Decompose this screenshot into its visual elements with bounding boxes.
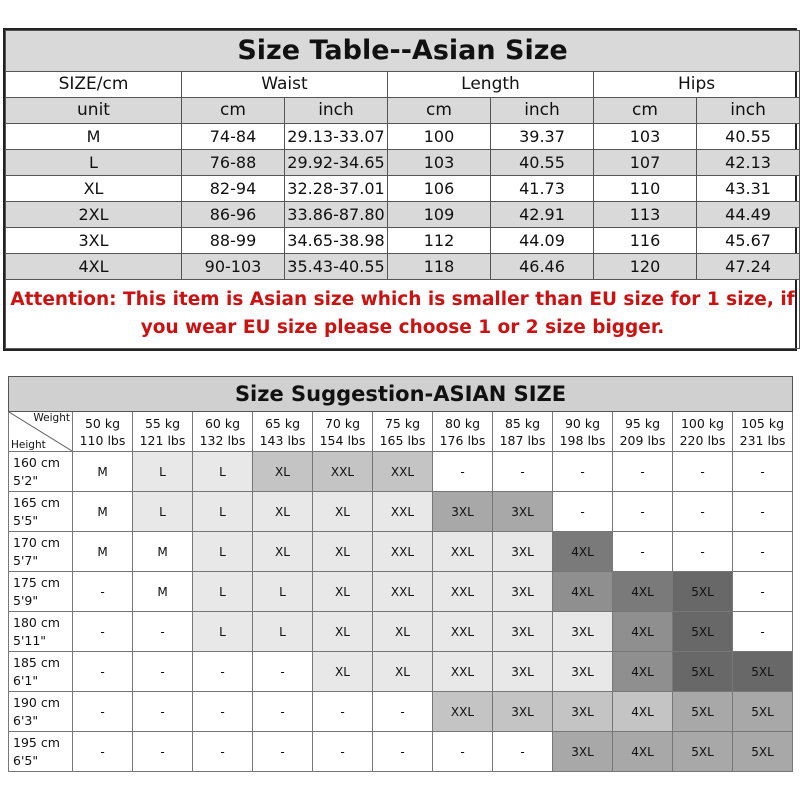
weight-kg: 100 kg [680,415,724,431]
size-table-grid [5,30,800,349]
weight-header [73,412,133,452]
table-row [6,202,800,228]
height-ft: 5'7" [13,552,39,568]
table-cell: 3XL [6,228,182,254]
unit-cell: cm [182,98,285,124]
table-cell: 82-94 [182,176,285,202]
suggestion-title-row [9,377,793,412]
unit-cell: inch [491,98,594,124]
table-cell: 120 [594,254,697,280]
height-ft: 5'5" [13,512,39,528]
size-cell: 3XL [553,652,613,692]
weight-lbs: 121 lbs [139,432,186,448]
size-cell: - [133,732,193,772]
size-table [3,28,797,351]
size-cell: - [733,572,793,612]
size-cell: 4XL [553,532,613,572]
size-cell: - [193,732,253,772]
table-cell: 90-103 [182,254,285,280]
corner-cell [9,412,73,452]
table-cell: 46.46 [491,254,594,280]
table-cell: 100 [388,124,491,150]
height-cm: 190 cm [13,694,60,710]
table-cell: 40.55 [697,124,800,150]
table-cell: 112 [388,228,491,254]
weight-header [433,412,493,452]
table-cell: 41.73 [491,176,594,202]
weight-header [253,412,313,452]
size-cell: - [73,612,133,652]
weight-header [673,412,733,452]
weight-kg: 65 kg [264,415,301,431]
height-cm: 175 cm [13,574,60,590]
size-cell: 4XL [613,572,673,612]
height-cm: 185 cm [13,654,60,670]
size-cell: 3XL [493,492,553,532]
size-cell: XXL [313,452,373,492]
header-cell: SIZE/cm [6,72,182,98]
size-cell: XXL [373,452,433,492]
size-cell: - [673,532,733,572]
size-cell: XL [253,532,313,572]
size-cell: 5XL [733,692,793,732]
size-cell: M [133,532,193,572]
header-cell: Waist [182,72,388,98]
size-cell: 3XL [553,612,613,652]
size-cell: XXL [433,572,493,612]
size-cell: 5XL [673,692,733,732]
weight-lbs: 143 lbs [259,432,306,448]
table-cell: 29.13-33.07 [285,124,388,150]
height-ft: 6'3" [13,712,39,728]
weight-kg: 80 kg [444,415,481,431]
size-cell: L [193,572,253,612]
weight-header [133,412,193,452]
size-cell: - [253,692,313,732]
size-cell: - [253,652,313,692]
height-cm: 170 cm [13,534,60,550]
weight-kg: 90 kg [564,415,601,431]
table-cell: 88-99 [182,228,285,254]
size-cell: XL [373,612,433,652]
attention-note: Attention: This item is Asian size which is smaller than EU size for 1 size, if you wear EU size please choose 1 or 2 size bigger. [6,280,800,349]
size-cell: XXL [433,532,493,572]
height-header [9,492,73,532]
size-cell: 5XL [673,652,733,692]
size-cell: - [433,732,493,772]
height-header [9,452,73,492]
table-row [6,124,800,150]
size-cell: - [313,692,373,732]
size-cell: XL [253,452,313,492]
height-ft: 6'5" [13,752,39,768]
table-cell: 39.37 [491,124,594,150]
size-cell: 3XL [493,612,553,652]
size-cell: 3XL [553,692,613,732]
suggestion-title: Size Suggestion-ASIAN SIZE [9,377,793,412]
weight-lbs: 165 lbs [379,432,426,448]
size-cell: - [73,572,133,612]
unit-cell: cm [388,98,491,124]
size-cell: L [253,572,313,612]
size-cell: - [73,732,133,772]
weight-lbs: 110 lbs [79,432,126,448]
height-row [9,692,793,732]
height-cm: 180 cm [13,614,60,630]
table-cell: 110 [594,176,697,202]
size-cell: 3XL [493,652,553,692]
corner-height-label: Height [11,439,46,451]
height-row [9,652,793,692]
table-cell: 86-96 [182,202,285,228]
table-row [6,176,800,202]
weight-lbs: 187 lbs [499,432,546,448]
size-suggestion-table [8,376,792,772]
table-cell: 106 [388,176,491,202]
table-cell: 32.28-37.01 [285,176,388,202]
size-cell: 3XL [553,732,613,772]
weight-kg: 75 kg [384,415,421,431]
weight-header [493,412,553,452]
size-cell: M [73,452,133,492]
size-cell: - [133,692,193,732]
size-cell: - [553,492,613,532]
size-cell: XL [313,612,373,652]
weight-kg: 55 kg [144,415,181,431]
size-cell: - [733,452,793,492]
size-cell: 3XL [493,692,553,732]
size-cell: XL [313,572,373,612]
height-row [9,732,793,772]
size-cell: 5XL [673,612,733,652]
table-cell: 103 [594,124,697,150]
size-cell: - [613,492,673,532]
size-cell: L [193,532,253,572]
size-cell: - [253,732,313,772]
size-cell: XXL [373,492,433,532]
header-cell: Hips [594,72,800,98]
height-cm: 195 cm [13,734,60,750]
height-ft: 6'1" [13,672,39,688]
size-cell: M [73,492,133,532]
weight-header [733,412,793,452]
table-cell: 2XL [6,202,182,228]
size-cell: - [433,452,493,492]
size-table-title: Size Table--Asian Size [6,31,800,72]
height-row [9,572,793,612]
size-cell: - [733,532,793,572]
size-cell: - [193,652,253,692]
table-cell: 47.24 [697,254,800,280]
table-cell: 109 [388,202,491,228]
size-cell: L [133,492,193,532]
height-row [9,492,793,532]
size-cell: XL [313,492,373,532]
weight-kg: 105 kg [741,415,785,431]
title-row [6,31,800,72]
size-cell: XXL [433,612,493,652]
table-cell: 74-84 [182,124,285,150]
weight-lbs: 231 lbs [739,432,786,448]
height-header [9,692,73,732]
size-cell: 3XL [433,492,493,532]
size-cell: M [73,532,133,572]
height-header [9,652,73,692]
table-cell: 40.55 [491,150,594,176]
table-cell: 44.09 [491,228,594,254]
size-cell: - [373,692,433,732]
unit-cell: unit [6,98,182,124]
size-cell: L [133,452,193,492]
height-row [9,452,793,492]
weight-kg: 85 kg [504,415,541,431]
weight-header [193,412,253,452]
size-cell: - [733,492,793,532]
height-header [9,532,73,572]
height-ft: 5'2" [13,472,39,488]
table-cell: 45.67 [697,228,800,254]
size-cell: - [613,452,673,492]
weight-kg: 70 kg [324,415,361,431]
height-row [9,532,793,572]
weight-kg: 60 kg [204,415,241,431]
table-cell: 103 [388,150,491,176]
size-cell: XL [373,652,433,692]
weight-kg: 95 kg [624,415,661,431]
size-cell: - [133,612,193,652]
table-cell: 42.13 [697,150,800,176]
height-ft: 5'9" [13,592,39,608]
size-cell: 4XL [613,612,673,652]
weight-lbs: 176 lbs [439,432,486,448]
size-cell: 4XL [613,652,673,692]
size-cell: M [133,572,193,612]
table-cell: 43.31 [697,176,800,202]
size-cell: XXL [433,692,493,732]
table-row [6,254,800,280]
size-cell: - [133,652,193,692]
weight-lbs: 132 lbs [199,432,246,448]
height-cm: 160 cm [13,454,60,470]
table-cell: 35.43-40.55 [285,254,388,280]
unit-cell: inch [285,98,388,124]
size-cell: - [493,452,553,492]
size-cell: 3XL [493,572,553,612]
table-cell: XL [6,176,182,202]
size-cell: - [193,692,253,732]
size-cell: - [313,732,373,772]
header-row-unit [6,98,800,124]
weight-lbs: 220 lbs [679,432,726,448]
weight-kg: 50 kg [84,415,121,431]
size-cell: - [73,652,133,692]
table-cell: 34.65-38.98 [285,228,388,254]
table-cell: L [6,150,182,176]
size-cell: 5XL [733,732,793,772]
size-cell: XL [313,652,373,692]
table-cell: 118 [388,254,491,280]
size-cell: L [193,452,253,492]
table-cell: 33.86-87.80 [285,202,388,228]
table-cell: 116 [594,228,697,254]
size-cell: - [373,732,433,772]
table-cell: 44.49 [697,202,800,228]
size-cell: - [73,692,133,732]
weight-header [553,412,613,452]
height-ft: 5'11" [13,632,47,648]
height-header [9,732,73,772]
size-cell: 5XL [733,652,793,692]
size-cell: - [673,452,733,492]
table-cell: 113 [594,202,697,228]
table-cell: 76-88 [182,150,285,176]
size-cell: L [253,612,313,652]
size-cell: 5XL [673,572,733,612]
size-cell: L [193,612,253,652]
size-cell: L [193,492,253,532]
table-cell: 107 [594,150,697,176]
table-cell: 42.91 [491,202,594,228]
size-cell: - [733,612,793,652]
height-cm: 165 cm [13,494,60,510]
height-header [9,572,73,612]
size-cell: - [613,532,673,572]
size-cell: - [493,732,553,772]
weight-header-row [9,412,793,452]
size-cell: XL [253,492,313,532]
weight-header [373,412,433,452]
size-cell: XXL [373,532,433,572]
weight-lbs: 198 lbs [559,432,606,448]
corner-weight-label: Weight [33,412,70,424]
unit-cell: inch [697,98,800,124]
height-row [9,612,793,652]
size-cell: 5XL [673,732,733,772]
table-cell: M [6,124,182,150]
table-row [6,228,800,254]
table-cell: 4XL [6,254,182,280]
size-cell: - [673,492,733,532]
size-cell: 4XL [613,732,673,772]
size-cell: XXL [373,572,433,612]
size-cell: - [553,452,613,492]
size-suggestion-grid [8,376,793,772]
table-cell: 29.92-34.65 [285,150,388,176]
size-cell: XL [313,532,373,572]
weight-header [613,412,673,452]
attention-row [6,280,800,349]
table-row [6,150,800,176]
size-cell: 3XL [493,532,553,572]
unit-cell: cm [594,98,697,124]
size-cell: 4XL [553,572,613,612]
size-cell: XXL [433,652,493,692]
header-cell: Length [388,72,594,98]
height-header [9,612,73,652]
header-row-measure [6,72,800,98]
weight-lbs: 154 lbs [319,432,366,448]
weight-lbs: 209 lbs [619,432,666,448]
weight-header [313,412,373,452]
size-cell: 4XL [613,692,673,732]
